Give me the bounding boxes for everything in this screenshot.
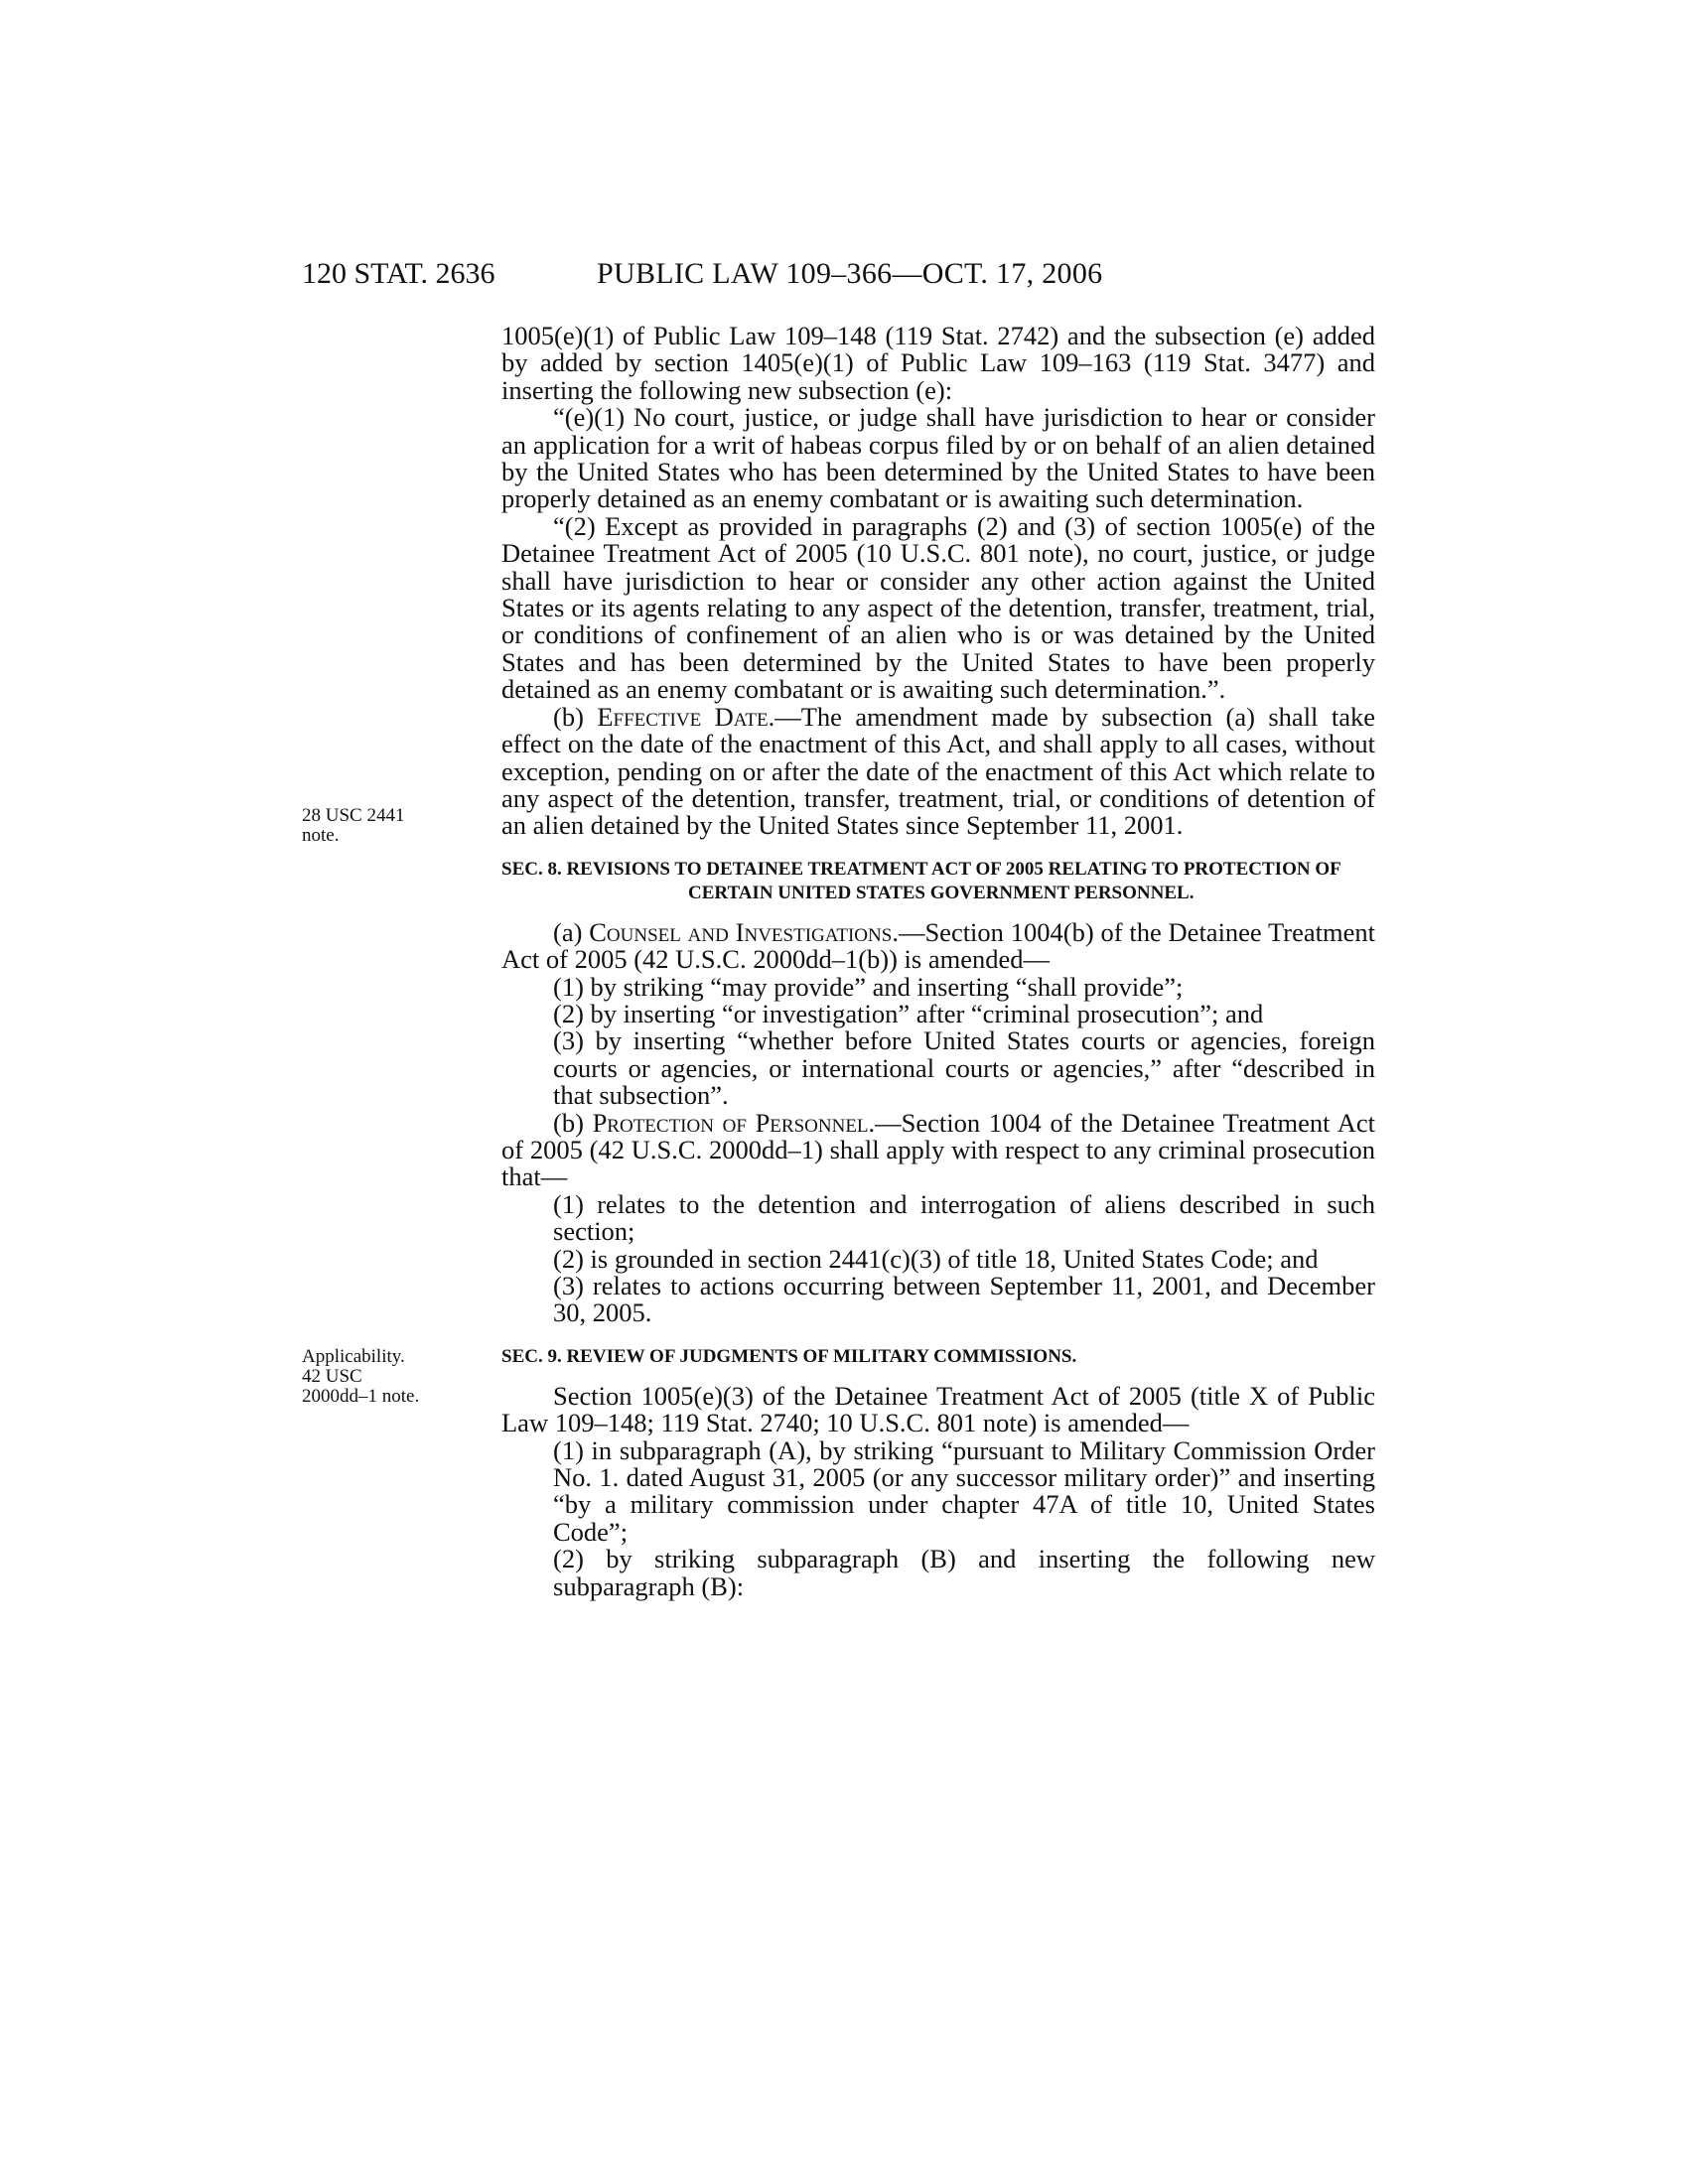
list-item: (2) by striking subparagraph (B) and inserting the following new subparagraph (B): xyxy=(553,1544,1375,1601)
body-paragraph: 1005(e)(1) of Public Law 109–148 (119 Stat. 2742) and the subsection (e) added by added by section 1405(e)(1) of Public Law 109–163 (119 Stat. 3477) and inserting the following new subsection (e): xyxy=(501,321,1375,405)
public-law-reference: PUBLIC LAW 109–366—OCT. 17, 2006 xyxy=(597,257,1103,290)
section-8-heading: SEC. 8. REVISIONS TO DETAINEE TREATMENT ACT OF 2005 RELATING TO PROTECTION OF CERTAIN UNITED STATES GOVERNMENT PERSONNEL. xyxy=(501,858,1340,903)
subsection-heading: Counsel and Investigations xyxy=(589,916,893,947)
subsection-label: (b) xyxy=(553,701,598,732)
list-item: (1) by striking “may provide” and inserting “shall provide”; xyxy=(553,971,1184,1002)
list-item: (3) by inserting “whether before United States courts or agencies, foreign courts or agencies, or international courts or agencies,” after “described in that subsection”. xyxy=(553,1025,1375,1111)
subsection-text: .—Section 1004 of the Detainee Treatment Act of 2005 (42 U.S.C. 2000dd–1) shall apply with respect to any criminal prosecution that— xyxy=(501,1107,1375,1192)
subsection-b-effective-date xyxy=(501,701,1375,841)
margin-note-line: 28 USC 2441 xyxy=(302,805,405,826)
list-item: (2) is grounded in section 2441(c)(3) of title 18, United States Code; and xyxy=(553,1243,1319,1274)
margin-note-28-usc xyxy=(302,806,481,846)
section-9-heading: SEC. 9. REVIEW OF JUDGMENTS OF MILITARY COMMISSIONS. xyxy=(501,1345,1077,1367)
margin-note-line: 42 USC xyxy=(302,1366,362,1387)
body-text-column xyxy=(501,323,1375,1600)
margin-note-line: note. xyxy=(302,825,340,846)
subsection-a-counsel xyxy=(501,916,1375,975)
list-item: (2) by inserting “or investigation” after “criminal prosecution”; and xyxy=(553,998,1264,1028)
statute-page-reference: 120 STAT. 2636 xyxy=(302,257,495,290)
list-item: (1) relates to the detention and interrogation of aliens described in such section; xyxy=(553,1188,1375,1247)
margin-note-applicability xyxy=(302,1347,481,1407)
subsection-heading: Effective Date xyxy=(597,701,769,732)
margin-note-line: Applicability. xyxy=(302,1346,405,1367)
list-item: (3) relates to actions occurring between September 11, 2001, and December 30, 2005. xyxy=(553,1271,1375,1328)
subsection-label: (b) xyxy=(553,1107,593,1138)
margin-note-line: 2000dd–1 note. xyxy=(302,1386,420,1407)
subsection-text: .—The amendment made by subsection (a) shall take effect on the date of the enactment of this Act, and shall apply to all cases, without exception, pending on or after the date of the enactment of this Act which relate to any aspect of the detention, transfer, treatment, trial, or conditions of detention of an alien detained by the United States since September 11, 2001. xyxy=(501,701,1375,841)
subsection-label: (a) xyxy=(553,916,590,947)
body-paragraph: “(2) Except as provided in paragraphs (2) and (3) of section 1005(e) of the Detainee Treatment Act of 2005 (10 U.S.C. 801 note), no court, justice, or judge shall have jurisdiction to hear or consider any other action against the United States or its agents relating to any aspect of the detention, transfer, treatment, trial, or conditions of confinement of an alien who is or was detained by the United States and has been determined by the United States to have been properly detained as an enemy combatant or is awaiting such determination.”. xyxy=(501,510,1375,705)
list-item: (1) in subparagraph (A), by striking “pursuant to Military Commission Order No. 1. dated August 31, 2005 (or any successor military order)” and inserting “by a military commission under chapter 47A of title 10, United States Code”; xyxy=(553,1434,1375,1547)
subsection-b-protection xyxy=(501,1107,1375,1192)
body-paragraph: “(e)(1) No court, justice, or judge shall have jurisdiction to hear or consider an application for a writ of habeas corpus filed by or on behalf of an alien detained by the United States who has been determined by the United States to have been properly detained as an enemy combatant or is awaiting such determination. xyxy=(501,402,1375,514)
subsection-heading: Protection of Personnel xyxy=(592,1107,869,1138)
subsection-text: .—Section 1004(b) of the Detainee Treatment Act of 2005 (42 U.S.C. 2000dd–1(b)) is amended— xyxy=(501,916,1375,975)
page-header xyxy=(302,254,1376,294)
body-paragraph: Section 1005(e)(3) of the Detainee Treatment Act of 2005 (title X of Public Law 109–148; 119 Stat. 2740; 10 U.S.C. 801 note) is amended— xyxy=(501,1380,1375,1438)
